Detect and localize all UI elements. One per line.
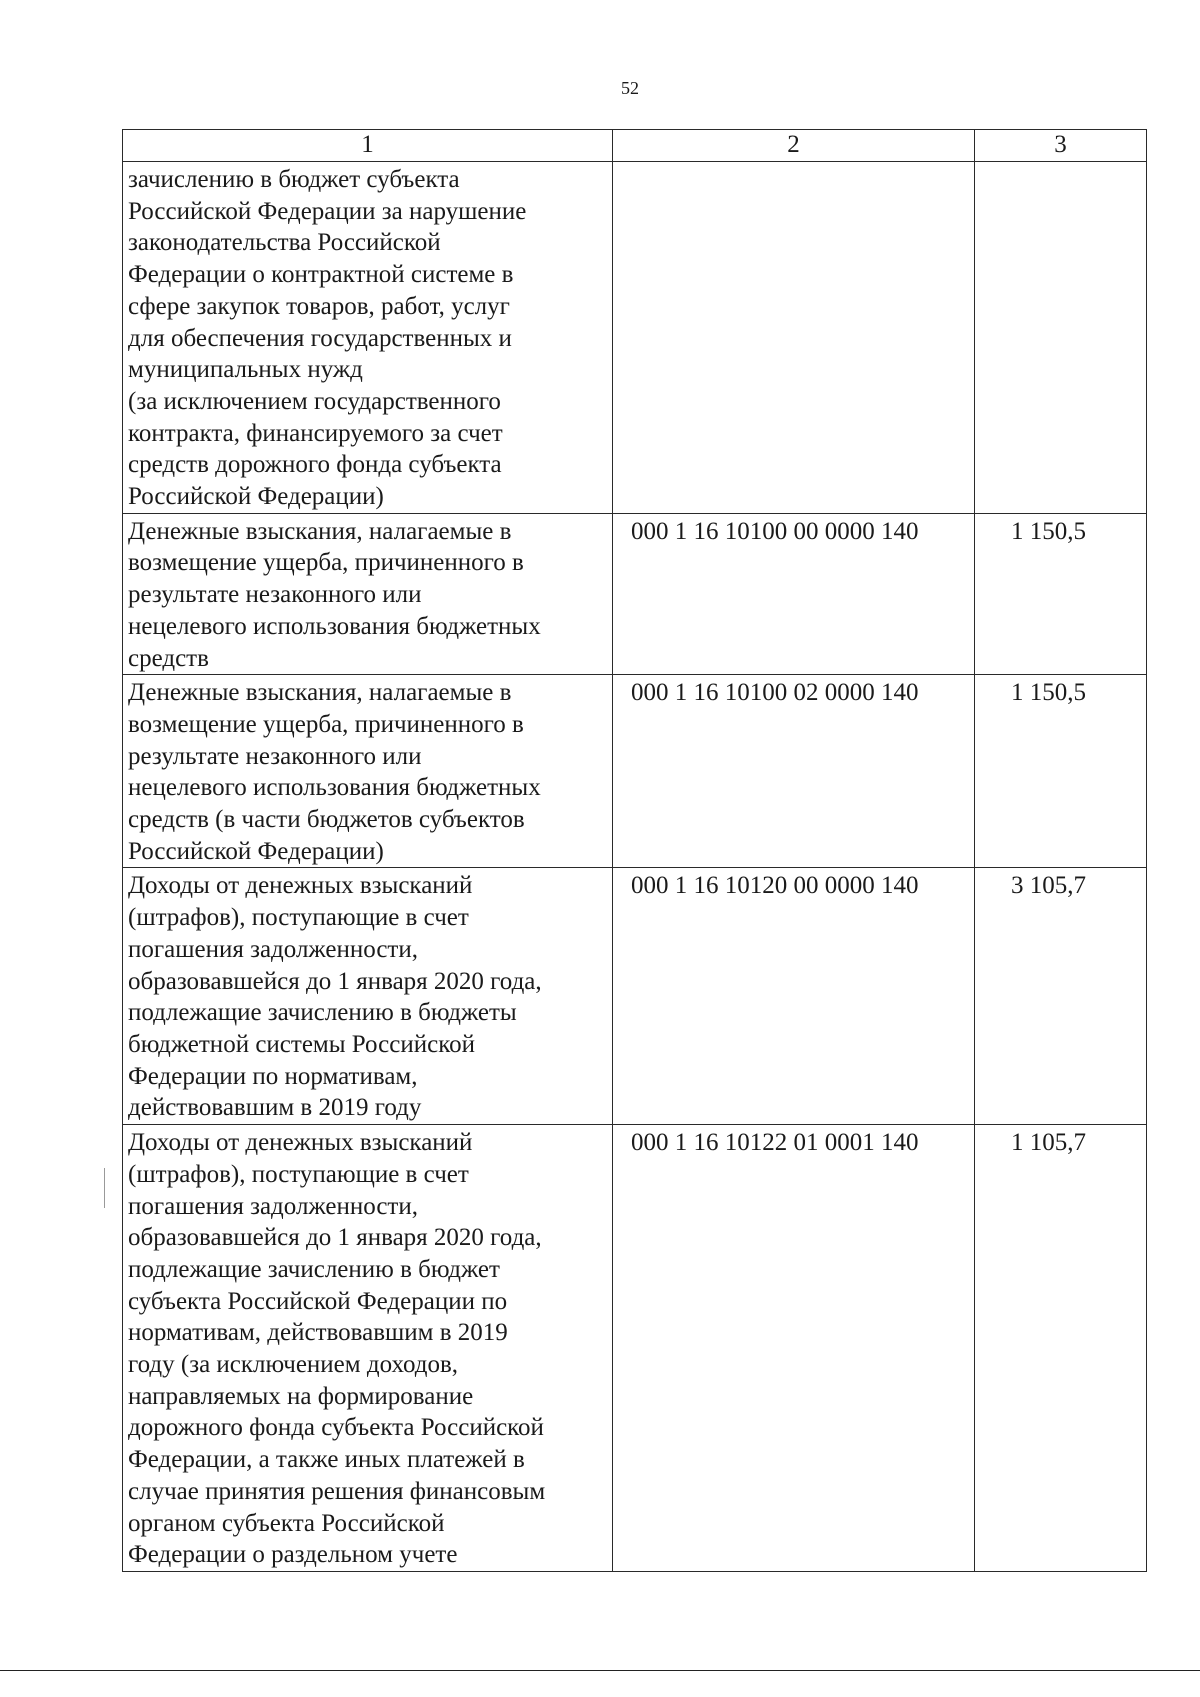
table-row xyxy=(123,868,1147,1125)
column-header-1: 1 xyxy=(123,130,613,162)
budget-classification-code: 000 1 16 10100 02 0000 140 xyxy=(613,675,975,868)
revenue-amount: 1 150,5 xyxy=(975,675,1147,868)
revenue-description: Доходы от денежных взысканий (штрафов), поступающие в счет погашения задолженности, образовавшейся до 1 января 2020 года, подлежащие зачислению в бюджет субъекта Российской Федерации по нормативам, действовавшим в 2019 году (за исключением доходов, направляемых на формирование дорожного фонда субъекта Российской Федерации, а также иных платежей в случае принятия решения финансовым органом субъекта Российской Федерации о раздельном учете xyxy=(123,1125,613,1572)
page-bottom-rule xyxy=(0,1670,1200,1671)
budget-classification-code: 000 1 16 10100 00 0000 140 xyxy=(613,513,975,675)
revenue-amount: 1 105,7 xyxy=(975,1125,1147,1572)
table-row xyxy=(123,1125,1147,1572)
revenue-description: Денежные взыскания, налагаемые в возмещение ущерба, причиненного в результате незаконного или нецелевого использования бюджетных средств xyxy=(123,513,613,675)
page-number: 52 xyxy=(621,78,639,98)
revenue-amount: 3 105,7 xyxy=(975,868,1147,1125)
budget-classification-code: 000 1 16 10120 00 0000 140 xyxy=(613,868,975,1125)
table-row xyxy=(123,162,1147,514)
budget-classification-code xyxy=(613,162,975,514)
table-row xyxy=(123,675,1147,868)
budget-revenue-table xyxy=(122,129,1147,1572)
revenue-description: Денежные взыскания, налагаемые в возмещение ущерба, причиненного в результате незаконного или нецелевого использования бюджетных средств (в части бюджетов субъектов Российской Федерации) xyxy=(123,675,613,868)
column-header-2: 2 xyxy=(613,130,975,162)
revenue-amount xyxy=(975,162,1147,514)
budget-classification-code: 000 1 16 10122 01 0001 140 xyxy=(613,1125,975,1572)
revenue-description: Доходы от денежных взысканий (штрафов), поступающие в счет погашения задолженности, образовавшейся до 1 января 2020 года, подлежащие зачислению в бюджеты бюджетной системы Российской Федерации по нормативам, действовавшим в 2019 году xyxy=(123,868,613,1125)
table-header-row xyxy=(123,130,1147,162)
revenue-amount: 1 150,5 xyxy=(975,513,1147,675)
revenue-description: зачислению в бюджет субъекта Российской Федерации за нарушение законодательства Российской Федерации о контрактной системе в сфере закупок товаров, работ, услуг для обеспечения государственных и муниципальных нужд (за исключением государственного контракта, финансируемого за счет средств дорожного фонда субъекта Российской Федерации) xyxy=(123,162,613,514)
column-header-3: 3 xyxy=(975,130,1147,162)
scan-artifact-line xyxy=(104,1168,105,1208)
table-row xyxy=(123,513,1147,675)
